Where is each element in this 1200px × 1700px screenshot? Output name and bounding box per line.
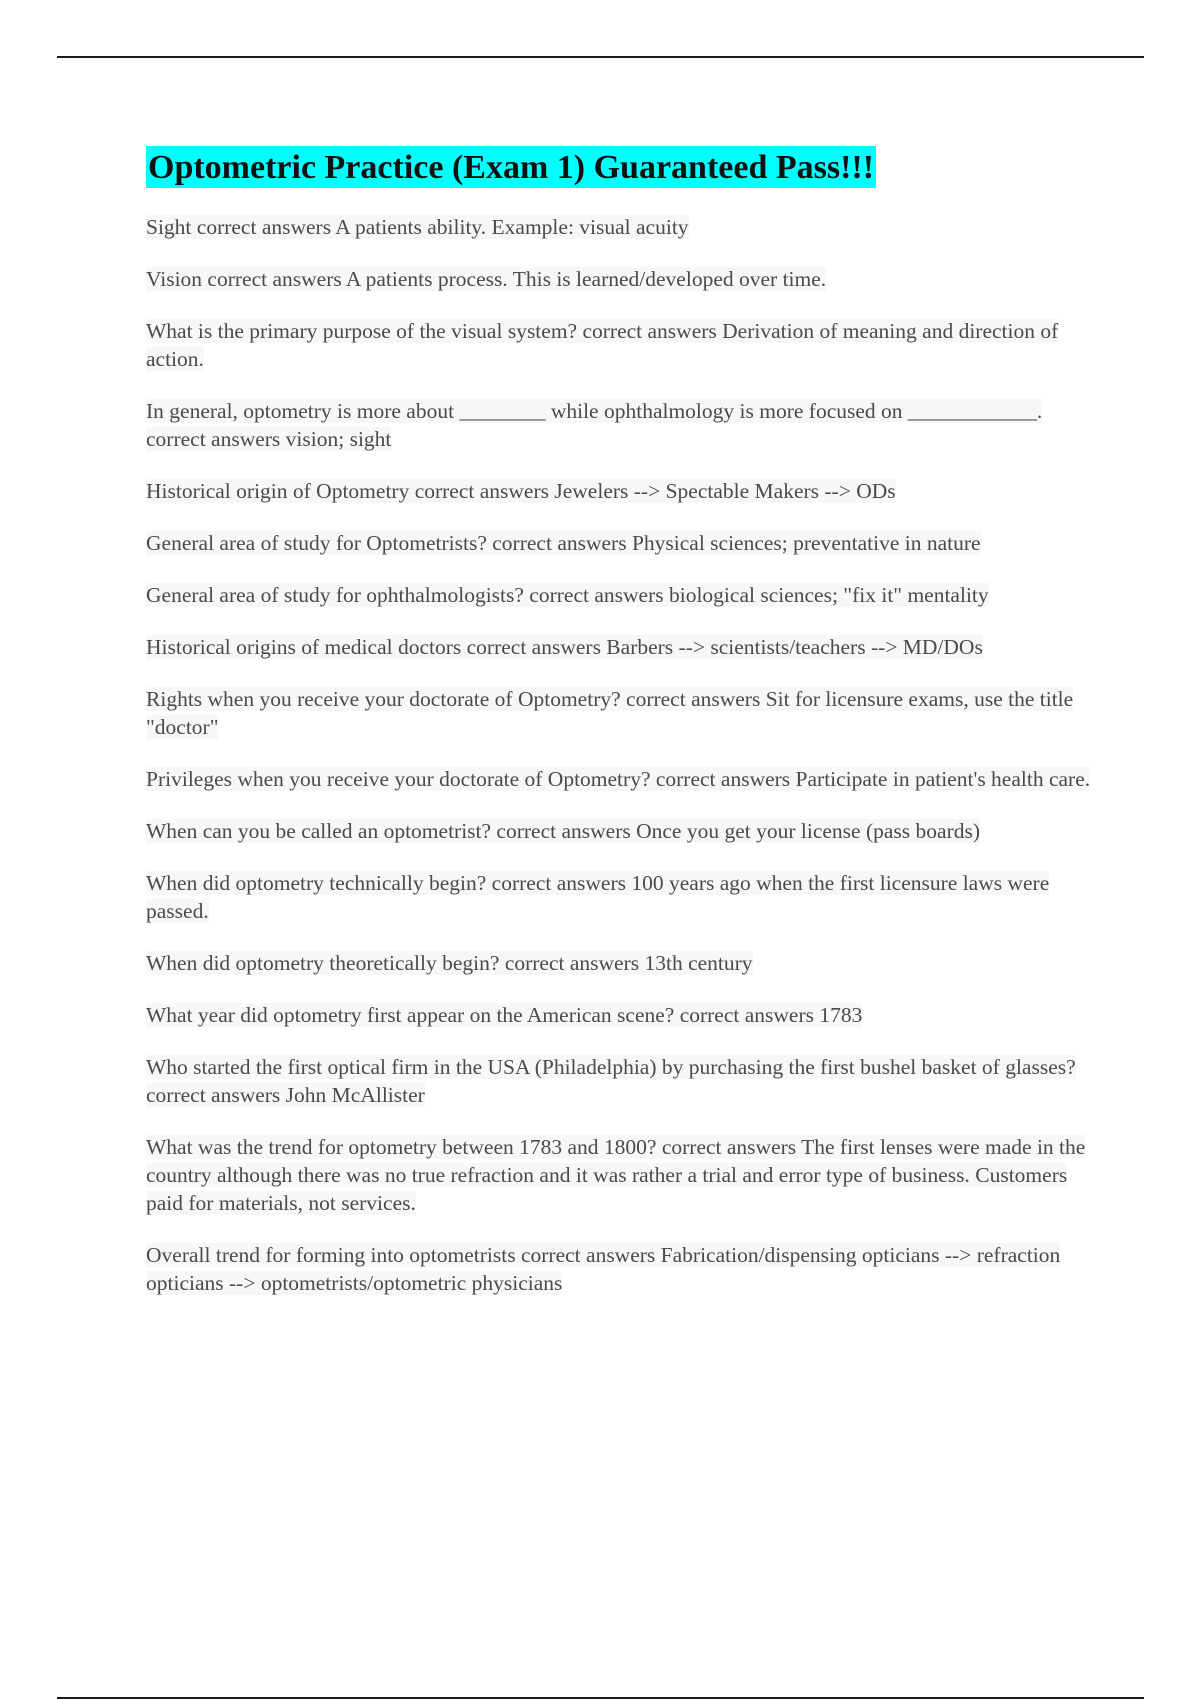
qa-item — [146, 581, 1096, 609]
qa-item — [146, 265, 1096, 293]
qa-text: Who started the first optical firm in the USA (Philadelphia) by purchasing the first bushel basket of glasses? correct answers John McAllister — [146, 1055, 1076, 1107]
qa-item — [146, 869, 1096, 925]
qa-text: Historical origin of Optometry correct answers Jewelers --> Spectable Makers --> ODs — [146, 479, 896, 503]
qa-item — [146, 1053, 1096, 1109]
qa-text: General area of study for Optometrists? correct answers Physical sciences; preventative in nature — [146, 531, 981, 555]
qa-item — [146, 1133, 1096, 1217]
qa-item — [146, 685, 1096, 741]
top-rule — [57, 56, 1144, 58]
bottom-rule — [57, 1697, 1144, 1699]
qa-item — [146, 1241, 1096, 1297]
qa-item — [146, 317, 1096, 373]
qa-item — [146, 765, 1096, 793]
qa-text: When can you be called an optometrist? correct answers Once you get your license (pass boards) — [146, 819, 981, 843]
qa-text: When did optometry theoretically begin? correct answers 13th century — [146, 951, 753, 975]
qa-text: When did optometry technically begin? correct answers 100 years ago when the first licensure laws were passed. — [146, 871, 1050, 923]
document-body — [146, 146, 1096, 1321]
qa-text: Vision correct answers A patients process. This is learned/developed over time. — [146, 267, 827, 291]
qa-item — [146, 949, 1096, 977]
qa-text: What year did optometry first appear on the American scene? correct answers 1783 — [146, 1003, 863, 1027]
qa-text: Rights when you receive your doctorate of Optometry? correct answers Sit for licensure exams, use the title "doctor" — [146, 687, 1074, 739]
qa-text: Overall trend for forming into optometrists correct answers Fabrication/dispensing opticians --> refraction opticians --> optometrists/optometric physicians — [146, 1243, 1061, 1295]
qa-text: Historical origins of medical doctors correct answers Barbers --> scientists/teachers --> MD/DOs — [146, 635, 983, 659]
qa-item — [146, 817, 1096, 845]
document-title: Optometric Practice (Exam 1) Guaranteed Pass!!! — [146, 146, 876, 188]
qa-item — [146, 633, 1096, 661]
qa-item — [146, 529, 1096, 557]
qa-item — [146, 1001, 1096, 1029]
qa-text: What was the trend for optometry between 1783 and 1800? correct answers The first lenses were made in the country although there was no true refraction and it was rather a trial and error type of business. Customers paid for materials, not services. — [146, 1135, 1086, 1215]
qa-item — [146, 213, 1096, 241]
qa-text: Privileges when you receive your doctorate of Optometry? correct answers Participate in patient's health care. — [146, 767, 1091, 791]
qa-list — [146, 213, 1096, 1297]
qa-text: Sight correct answers A patients ability. Example: visual acuity — [146, 215, 689, 239]
qa-text: What is the primary purpose of the visual system? correct answers Derivation of meaning and direction of action. — [146, 319, 1059, 371]
qa-item — [146, 397, 1096, 453]
qa-text: General area of study for ophthalmologists? correct answers biological sciences; "fix it" mentality — [146, 583, 989, 607]
qa-text: In general, optometry is more about ________ while ophthalmology is more focused on ____________. correct answers vision; sight — [146, 399, 1043, 451]
qa-item — [146, 477, 1096, 505]
